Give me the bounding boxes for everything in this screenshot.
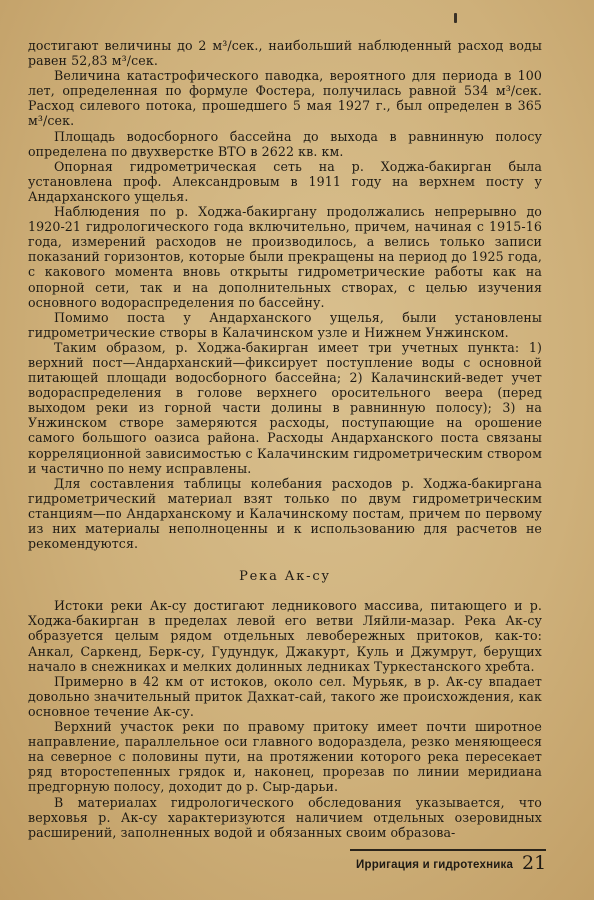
paragraph: Площадь водосборного бассейна до выхода в равнинную полосу определена по двухверстке ВТО в 2622 кв. км. [28, 128, 542, 159]
paragraph: Для составления таблицы колебания расходов р. Ходжа-бакиргана гидрометрический материал взят только по двум гидрометрическим станциям—по Андарханскому и Калачинскому постам, причем по первому из них материалы неполноценны и к использованию для расчетов не рекомендуются. [28, 475, 542, 552]
section-heading: Река Ак-су [239, 569, 331, 585]
footer-rule [350, 849, 546, 851]
journal-title: Ирригация и гидротехника [356, 859, 514, 871]
paragraph: Верхний участок реки по правому притоку имеет почти широтное направление, параллельное оси главного водораздела, резко меняющееся на северное с половины пути, на протяжении которого река пересекает ряд второстепенных грядок и, наконец, прорезав по линии меридиана предгорную полосу, доходит до р. Сыр-дарьи. [28, 719, 542, 795]
paragraph: Таким образом, р. Ходжа-бакирган имеет три учетных пункта: 1) верхний пост—Андарханский—фиксирует поступление воды с основной питающей площади водосборного бассейна; 2) Калачинский-ведет учет водораспределения в голове верхнего оросительного веера (перед выходом реки из горной части долины в равнинную полосу); 3) на Унжинском створе замеряются расходы, поступающие на орошение самого большого оазиса района. Расходы Андарханского поста связаны корреляционной зависимостью с Калачинским гидрометрическим створом и частично по нему исправлены. [28, 339, 542, 476]
paragraph: Наблюдения по р. Ходжа-бакиргану продолжались непрерывно до 1920-21 гидрологического года включительно, причем, начиная с 1915-16 года, измерений расходов не производилось, а велись только записи показаний горизонтов, которые были прекращены на период до 1925 года, с какового момента вновь открыты гидрометрические работы как на опорной сети, так и на дополнительных створах, с целью изучения основного водораспределения по бассейну. [28, 204, 542, 310]
paragraph: Опорная гидрометрическая сеть на р. Ходжа-бакирган была установлена проф. Александровым в 1911 году на верхнем посту у Андарханского ущелья. [28, 158, 542, 204]
paragraph: Примерно в 42 км от истоков, около сел. Мурьяк, в р. Ак-су впадает довольно значительный приток Дахкат-сай, такого же происхождения, как основное течение Ак-су. [28, 673, 542, 719]
paragraph: Величина катастрофического паводка, вероятного для периода в 100 лет, определенная по формуле Фостера, получилась равной 534 м³/сек. Расход силевого потока, прошедшего 5 мая 1927 г., был определен в 365 м³/сек. [28, 68, 542, 129]
print-mark [454, 13, 457, 23]
body-text [28, 38, 542, 840]
paragraph: Помимо поста у Андарханского ущелья, были установлены гидрометрические створы в Калачинском узле и Нижнем Унжинском. [28, 309, 542, 340]
paragraph: Истоки реки Ак-су достигают ледникового массива, питающего и р. Ходжа-бакирган в пределах левой его ветви Ляйли-мазар. Река Ак-су образуется целым рядом отдельных левобережных притоков, как-то: Анкал, Саркенд, Берк-су, Гудундук, Джакурт, Куль и Джумрут, берущих начало в снежниках и мелких долинных ледниках Туркестанского хребта. [28, 598, 542, 674]
page-number: 21 [522, 852, 547, 874]
page-footer [350, 849, 547, 874]
paragraph: В материалах гидрологического обследования указывается, что верховья р. Ак-су характеризуются наличием отдельных озеровидных расширений, заполненных водой и обязанных своим образова- [28, 794, 542, 840]
paragraph: достигают величины до 2 м³/сек., наибольший наблюденный расход воды равен 52,83 м³/сек. [28, 38, 542, 69]
